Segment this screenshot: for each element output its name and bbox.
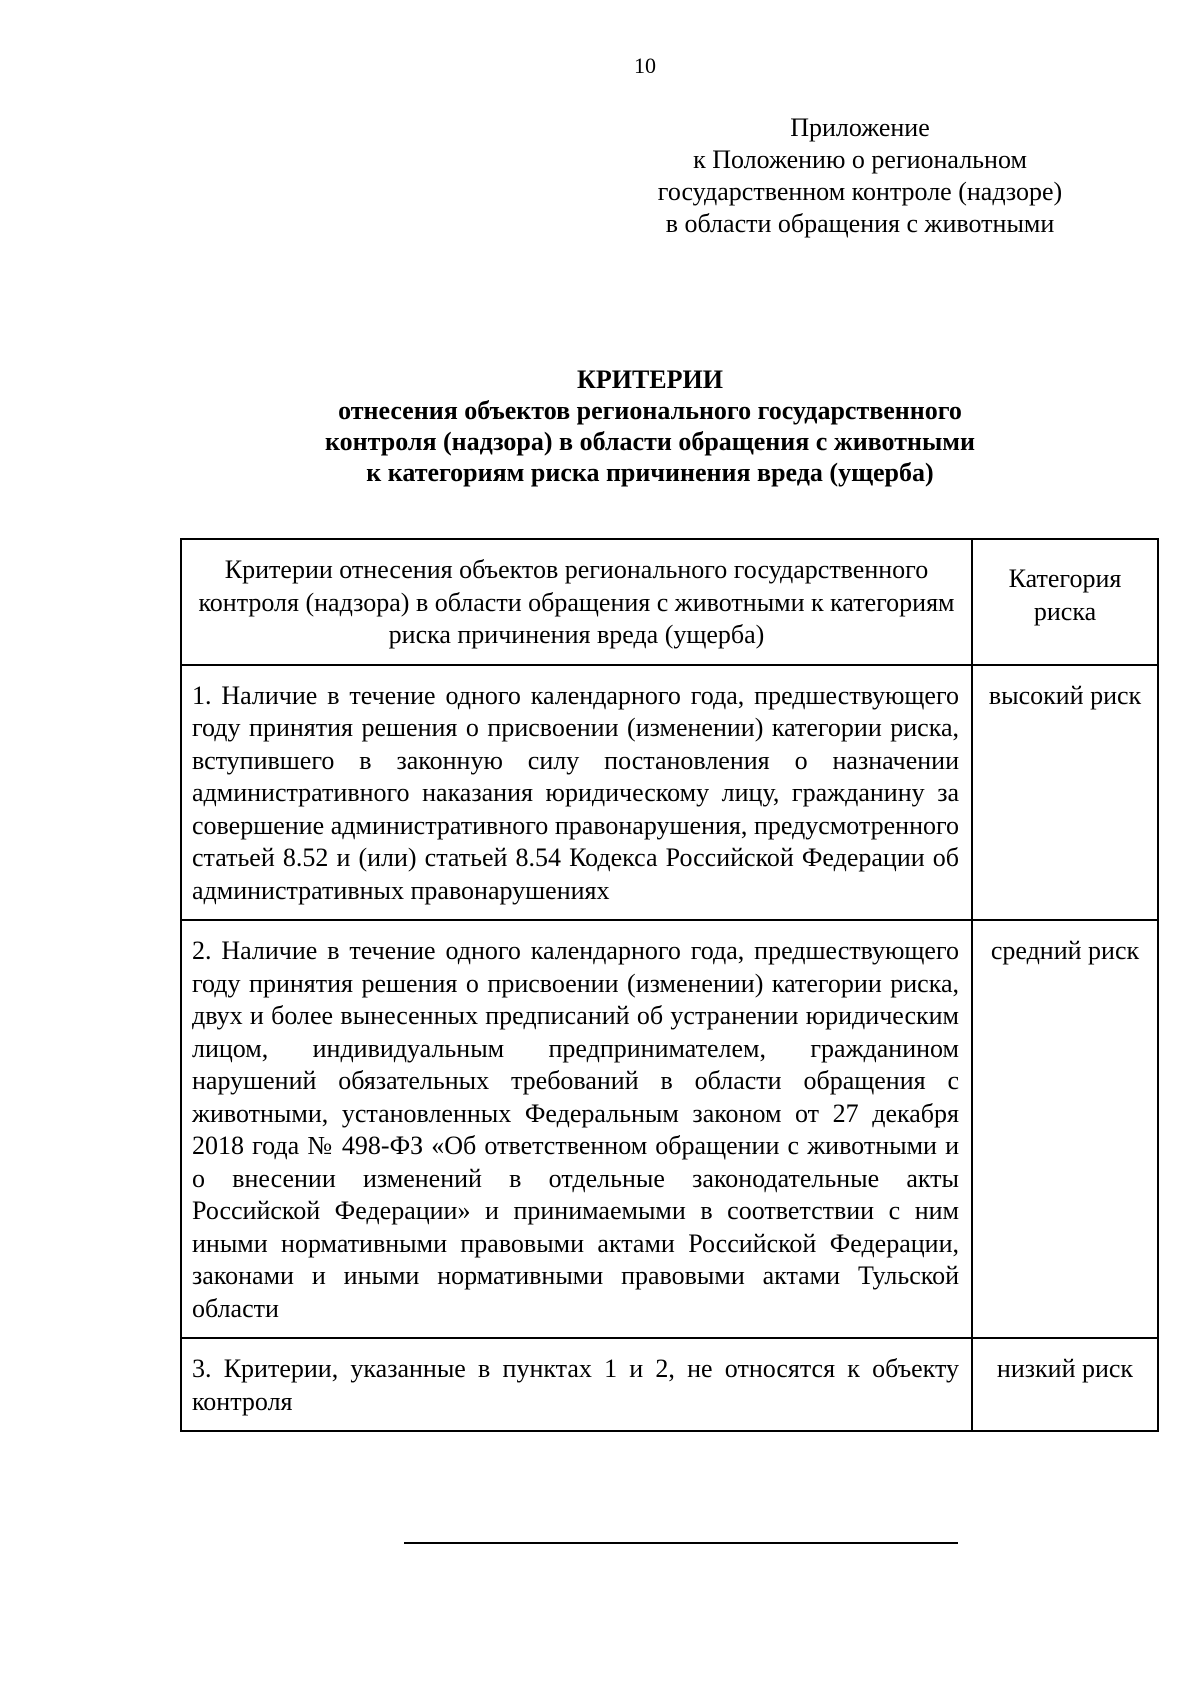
header-category: Категория риска	[972, 539, 1158, 665]
category-cell: низкий риск	[972, 1338, 1158, 1431]
criteria-cell: 2. Наличие в течение одного календарного года, предшествующего году принятия решения о присвоении (изменении) категории риска, двух и более вынесенных предписаний об устранении юридическим лицом, индивидуальным предпринимателем, гражданином нарушений обязательных требований в области обращения с животными, установленных Федеральным законом от 27 декабря 2018 года № 498-ФЗ «Об ответственном обращении с животными и о внесении изменений в отдельные законодательные акты Российской Федерации» и принимаемыми в соответствии с ним иными нормативными правовыми актами Российской Федерации, законами и иными нормативными правовыми актами Тульской области	[181, 920, 972, 1338]
title-subtitle-line: к категориям риска причинения вреда (ущерба)	[366, 458, 934, 487]
document-title	[180, 364, 1120, 488]
title-subtitle-line: контроля (надзора) в области обращения с животными	[325, 427, 975, 456]
criteria-table	[180, 538, 1159, 1432]
page-number: 10	[634, 53, 656, 78]
title-subtitle-line: отнесения объектов регионального государственного	[338, 396, 962, 425]
appendix-line: Приложение	[790, 113, 930, 142]
title-heading: КРИТЕРИИ	[577, 365, 723, 394]
appendix-line: к Положению о региональном	[693, 145, 1027, 174]
table-header-row	[181, 539, 1158, 665]
table-row	[181, 920, 1158, 1338]
appendix-line: государственном контроле (надзоре)	[657, 177, 1063, 206]
category-cell: высокий риск	[972, 665, 1158, 921]
criteria-cell: 1. Наличие в течение одного календарного года, предшествующего году принятия решения о присвоении (изменении) категории риска, вступившего в законную силу постановления о назначении административного наказания юридическому лицу, гражданину за совершение административного правонарушения, предусмотренного статьей 8.52 и (или) статьей 8.54 Кодекса Российской Федерации об административных правонарушениях	[181, 665, 972, 921]
appendix-note	[610, 112, 1110, 240]
appendix-line: в области обращения с животными	[665, 209, 1055, 238]
table-row	[181, 1338, 1158, 1431]
criteria-cell: 3. Критерии, указанные в пунктах 1 и 2, не относятся к объекту контроля	[181, 1338, 972, 1431]
header-criteria: Критерии отнесения объектов регионального государственного контроля (надзора) в области обращения с животными к категориям риска причинения вреда (ущерба)	[181, 539, 972, 665]
category-cell: средний риск	[972, 920, 1158, 1338]
closing-rule	[404, 1542, 958, 1544]
table-row	[181, 665, 1158, 921]
